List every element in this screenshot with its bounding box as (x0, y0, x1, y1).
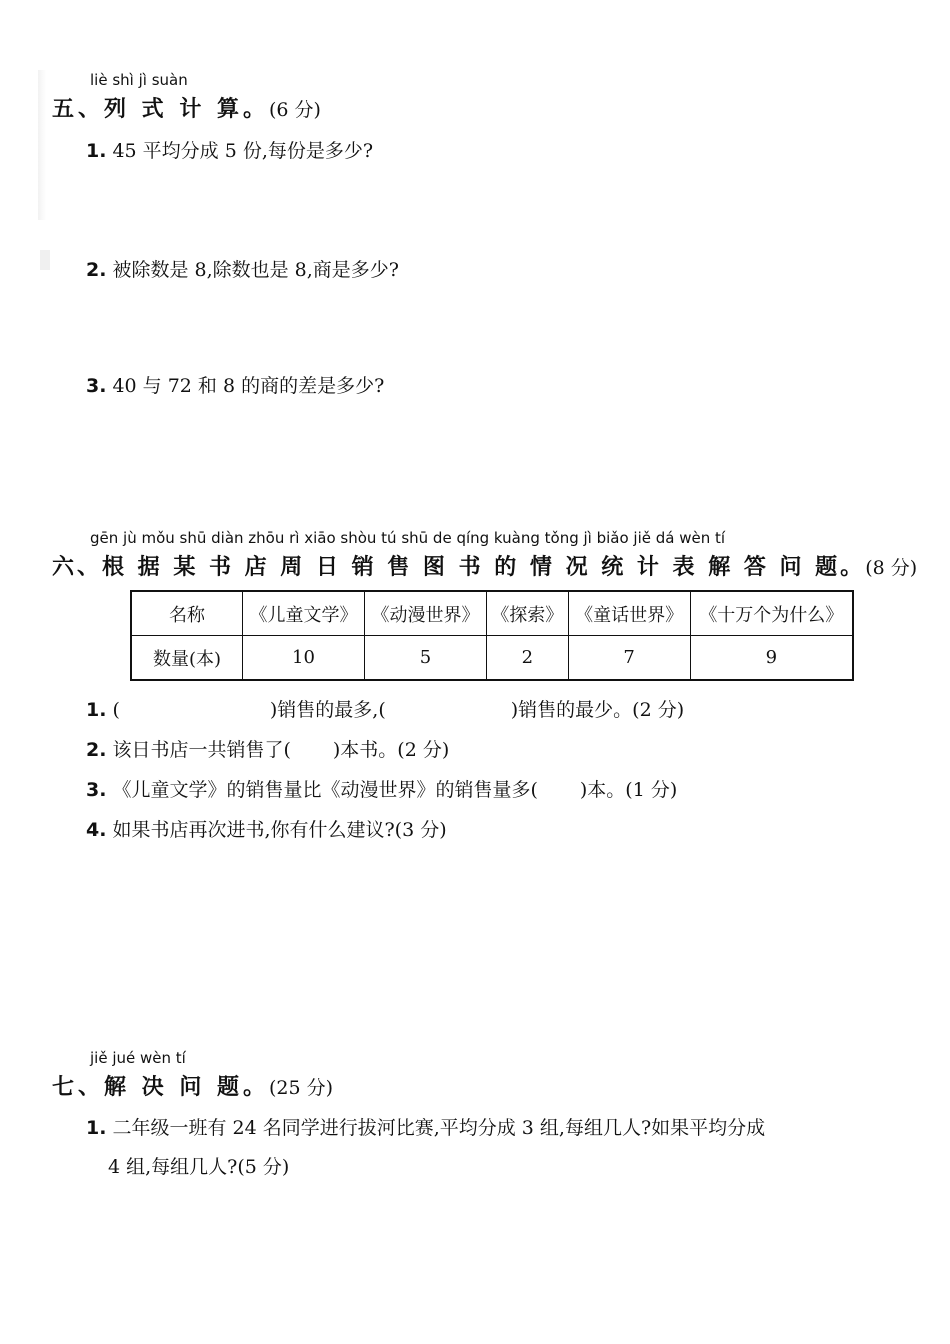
table-cell: 《十万个为什么》 (690, 591, 853, 636)
section6-question-3 (86, 775, 677, 802)
section7-question-1-cont (108, 1152, 289, 1179)
section6-question-2 (86, 735, 449, 762)
question-text: )销售的最多,( (269, 699, 386, 721)
section5-question-2 (86, 255, 399, 282)
question-text: 4 组,每组几人?(5 分) (108, 1156, 290, 1178)
table-cell: 5 (364, 636, 486, 681)
question-number: 3. (86, 779, 107, 801)
table-cell: 数量(本) (131, 636, 243, 681)
section7-title: 七、解 决 问 题。 (52, 1074, 269, 1100)
question-text: ( (112, 699, 120, 721)
question-text: 如果书店再次进书,你有什么建议?(3 分) (112, 819, 447, 841)
table-cell: 2 (486, 636, 568, 681)
table-cell: 9 (690, 636, 853, 681)
section5-pinyin: liè shì jì suàn (90, 71, 188, 89)
section5-question-1 (86, 136, 373, 163)
section5-question-3 (86, 371, 384, 398)
section7-heading (52, 1070, 333, 1101)
question-number: 3. (86, 375, 107, 397)
question-text: 二年级一班有 24 名同学进行拔河比赛,平均分成 3 组,每组几人?如果平均分成 (112, 1117, 766, 1139)
section7-pinyin: jiě jué wèn tí (90, 1049, 186, 1067)
table-row (131, 636, 853, 681)
question-number: 1. (86, 1117, 107, 1139)
section6-points: (8 分) (865, 557, 918, 579)
section6-pinyin: gēn jù mǒu shū diàn zhōu rì xiāo shòu tú shū de qíng kuàng tǒng jì biǎo jiě dá wèn tí (90, 529, 726, 547)
scan-shadow (40, 250, 50, 270)
section7-points: (25 分) (268, 1077, 334, 1099)
table-cell: 《动漫世界》 (364, 591, 486, 636)
question-number: 4. (86, 819, 107, 841)
table-cell: 7 (568, 636, 690, 681)
section5-heading (52, 92, 321, 123)
section6-heading (52, 550, 917, 581)
question-text: 45 平均分成 5 份,每份是多少? (112, 140, 374, 162)
section6-question-4 (86, 815, 447, 842)
question-text: )本。(1 分) (579, 779, 678, 801)
section5-points: (6 分) (268, 99, 321, 121)
question-text: 40 与 72 和 8 的商的差是多少? (112, 375, 385, 397)
question-text: 该日书店一共销售了( (112, 739, 291, 761)
question-number: 1. (86, 699, 107, 721)
question-text: )销售的最少。(2 分) (510, 699, 685, 721)
section6-title: 六、根 据 某 书 店 周 日 销 售 图 书 的 情 况 统 计 表 解 答 问 题。 (52, 554, 866, 580)
section6-question-1 (86, 695, 684, 722)
table-cell: 10 (243, 636, 365, 681)
question-text: 被除数是 8,除数也是 8,商是多少? (112, 259, 399, 281)
table-header-row (131, 591, 853, 636)
question-number: 1. (86, 140, 107, 162)
section5-title: 五、列 式 计 算。 (52, 96, 269, 122)
table-cell: 《儿童文学》 (243, 591, 365, 636)
question-text: )本书。(2 分) (332, 739, 450, 761)
question-number: 2. (86, 259, 107, 281)
scan-shadow (38, 70, 46, 220)
table-cell: 《童话世界》 (568, 591, 690, 636)
section7-question-1 (86, 1113, 765, 1140)
book-sales-table (130, 590, 854, 681)
table-cell: 名称 (131, 591, 243, 636)
question-number: 2. (86, 739, 107, 761)
table-cell: 《探索》 (486, 591, 568, 636)
question-text: 《儿童文学》的销售量比《动漫世界》的销售量多( (112, 779, 538, 801)
